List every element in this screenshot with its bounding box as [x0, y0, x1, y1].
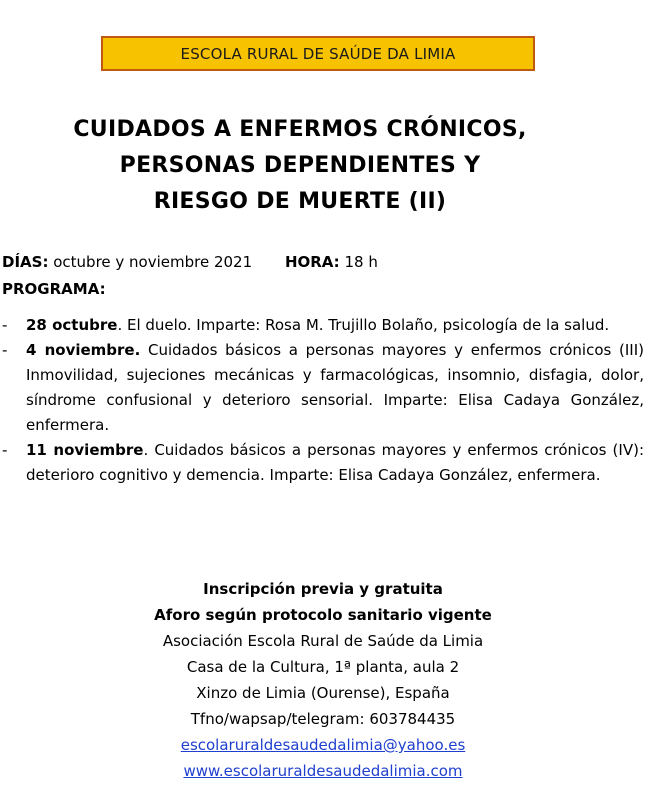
header-banner [101, 36, 535, 71]
title-line-1: CUIDADOS A ENFERMOS CRÓNICOS, [73, 117, 527, 142]
programa-row [2, 276, 378, 303]
schedule-row [2, 249, 378, 276]
contact-footer [0, 576, 646, 784]
hora-label: HORA: [284, 253, 340, 271]
title-line-3: RIESGO DE MUERTE (II) [153, 189, 447, 214]
website-link[interactable]: www.escolaruraldesaudedalimia.com [183, 762, 463, 780]
session-text: Cuidados básicos a personas mayores y enfermos crónicos (III) Inmovilidad, sujeciones mecánicas y farmacológicas, insomnio, disfagia, dolor, síndrome confusional y deterioro sensorial. Imparte: Elisa Cadaya González, enfermera. [26, 341, 645, 434]
session-date: 4 noviembre. [26, 341, 141, 359]
page-title [0, 112, 600, 220]
bullet-dash: - [2, 341, 8, 359]
venue-address: Casa de la Cultura, 1ª planta, aula 2 [186, 658, 460, 676]
session-text: . Cuidados básicos a personas mayores y enfermos crónicos (IV): deterioro cognitivo y demencia. Imparte: Elisa Cadaya González, enfermera. [26, 441, 644, 484]
dias-value: octubre y noviembre 2021 [53, 253, 253, 271]
session-date: 28 octubre [26, 316, 118, 334]
phone-contact: Tfno/wapsap/telegram: 603784435 [190, 710, 456, 728]
registration-note: Inscripción previa y gratuita [203, 580, 443, 598]
bullet-dash: - [2, 316, 8, 334]
list-item [2, 438, 644, 488]
hora-value: 18 h [344, 253, 378, 271]
session-text: . El duelo. Imparte: Rosa M. Trujillo Bolaño, psicología de la salud. [117, 316, 610, 334]
venue-city: Xinzo de Limia (Ourense), España [196, 684, 450, 702]
title-line-2: PERSONAS DEPENDIENTES Y [119, 153, 481, 178]
banner-text: ESCOLA RURAL DE SAÚDE DA LIMIA [180, 44, 456, 63]
event-info [2, 249, 378, 303]
email-link[interactable]: escolaruraldesaudedalimia@yahoo.es [180, 736, 466, 754]
list-item [2, 313, 644, 338]
list-item [2, 338, 644, 438]
bullet-dash: - [2, 441, 8, 459]
capacity-note: Aforo según protocolo sanitario vigente [154, 606, 492, 624]
dias-label: DÍAS: [2, 253, 49, 271]
programa-label: PROGRAMA: [2, 280, 106, 298]
program-list [2, 313, 644, 488]
organization-name: Asociación Escola Rural de Saúde da Limia [162, 632, 484, 650]
session-date: 11 noviembre [26, 441, 144, 459]
